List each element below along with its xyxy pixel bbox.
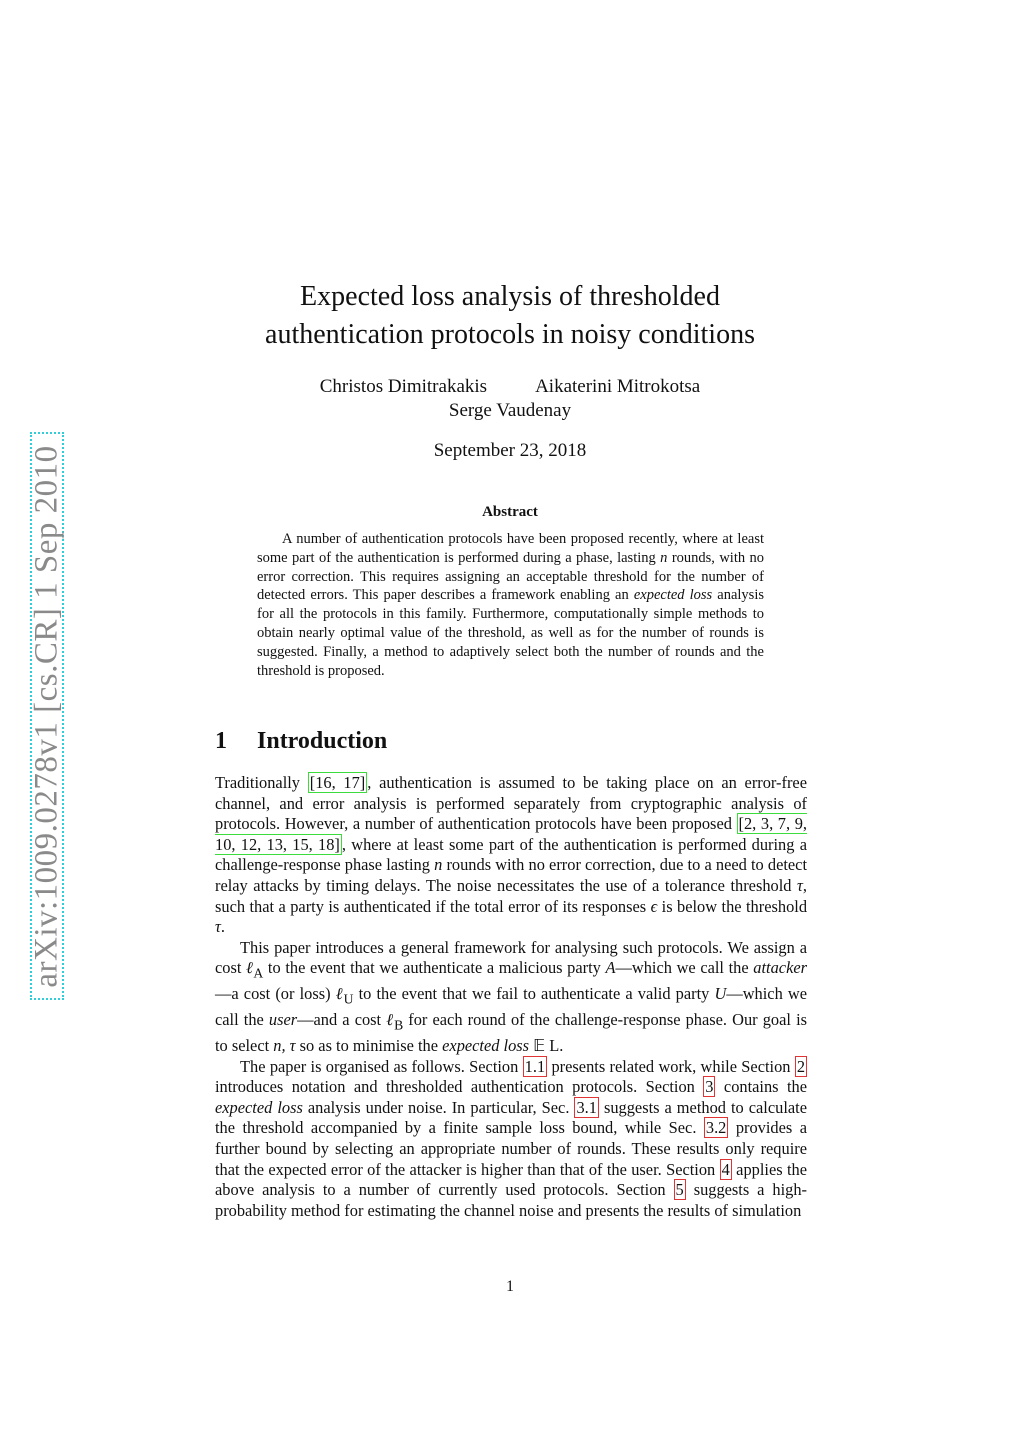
citation-link[interactable]: [2, 3, 7, 9, 10, 12, 13, 15, 18] bbox=[215, 814, 807, 854]
section-number: 1 bbox=[215, 728, 227, 754]
section-ref-link[interactable]: 1.1 bbox=[524, 1056, 546, 1076]
section-ref-link[interactable]: 3.2 bbox=[705, 1118, 727, 1138]
paragraph: The paper is organised as follows. Section 1.1 presents related work, while Section 2 introduces notation and thresholded authentication protocols. Section 3 contains the expected loss analysis under noise. In particular, Sec. 3.1 suggests a method to calculate the threshold accompanied by a finite sample loss bound, while Sec. 3.2 provides a further bound by selecting an appropriate number of rounds. These results only require that the expected error of the attacker is higher than that of the user. Section 4 applies the above analysis to a number of currently used protocols. Section 5 suggests a high-probability method for estimating the channel noise and presents the results of simulation bbox=[215, 1056, 807, 1220]
author-name: Serge Vaudenay bbox=[448, 400, 572, 421]
section-body bbox=[215, 773, 807, 1221]
paragraph: This paper introduces a general framework for analysing such protocols. We assign a cost ℓ$_A$ to the event that we authenticate a malicious party A—which we call the attacker—a cost (or loss) ℓ$_U$ to the event that we fail to authenticate a valid party U—which we call the user—and a cost ℓ$_B$ for each round of the challenge-response phase. Our goal is to select n, τ so as to minimise the expected loss 𝔼 L. bbox=[215, 937, 808, 1055]
author-list bbox=[200, 375, 820, 423]
paragraph: Traditionally [16, 17] , authentication is assumed to be taking place on an error-free channel, and error analysis is performed separately from cryptographic analysis of protocols. However, a number of authentication protocols have been proposed [2, 3, 7, 9, 10, 12, 13, 15, 18] , where at least some part of the authentication is performed during a challenge-response phase lasting n rounds with no error correction, due to a need to detect relay attacks by timing delays. The noise necessitates the use of a tolerance threshold τ, such that a party is authenticated if the total error of its responses ϵ is below the threshold τ. bbox=[215, 773, 808, 937]
citation-link[interactable]: [16, 17] bbox=[309, 773, 366, 792]
section-heading bbox=[215, 728, 387, 755]
arxiv-side-stamp bbox=[30, 432, 64, 1000]
paper-date: September 23, 2018 bbox=[433, 440, 587, 461]
author-name: Christos Dimitrakakis bbox=[319, 376, 488, 397]
title-line-1: Expected loss analysis of thresholded bbox=[300, 281, 720, 312]
section-ref-link[interactable]: 3.1 bbox=[576, 1097, 597, 1117]
section-ref-link[interactable]: 5 bbox=[675, 1180, 684, 1200]
title-line-2: authentication protocols in noisy conditions bbox=[265, 319, 755, 350]
page-number: 1 bbox=[506, 1278, 514, 1295]
section-title: Introduction bbox=[257, 728, 388, 754]
abstract-text: A number of authentication protocols have been proposed recently, where at least some part of the authentication is performed during a phase, lasting n rounds, with no error correction. This requires assigning an acceptable threshold for the number of detected errors. This paper describes a framework enabling an expected loss analysis for all the protocols in this family. Furthermore, computationally simple methods to obtain nearly optimal value of the threshold, as well as for the number of rounds is suggested. Finally, a method to adaptively select both the number of rounds and the threshold is proposed. bbox=[257, 531, 765, 679]
section-ref-link[interactable]: 3 bbox=[705, 1077, 714, 1097]
paper-title bbox=[200, 278, 820, 354]
author-name: Aikaterini Mitrokotsa bbox=[535, 376, 701, 397]
section-ref-link[interactable]: 2 bbox=[796, 1056, 806, 1076]
section-ref-link[interactable]: 4 bbox=[721, 1159, 730, 1179]
abstract-heading: Abstract bbox=[482, 504, 538, 520]
arxiv-stamp-text: arXiv:1009.0278v1 [cs.CR] 1 Sep 2010 bbox=[28, 444, 65, 988]
